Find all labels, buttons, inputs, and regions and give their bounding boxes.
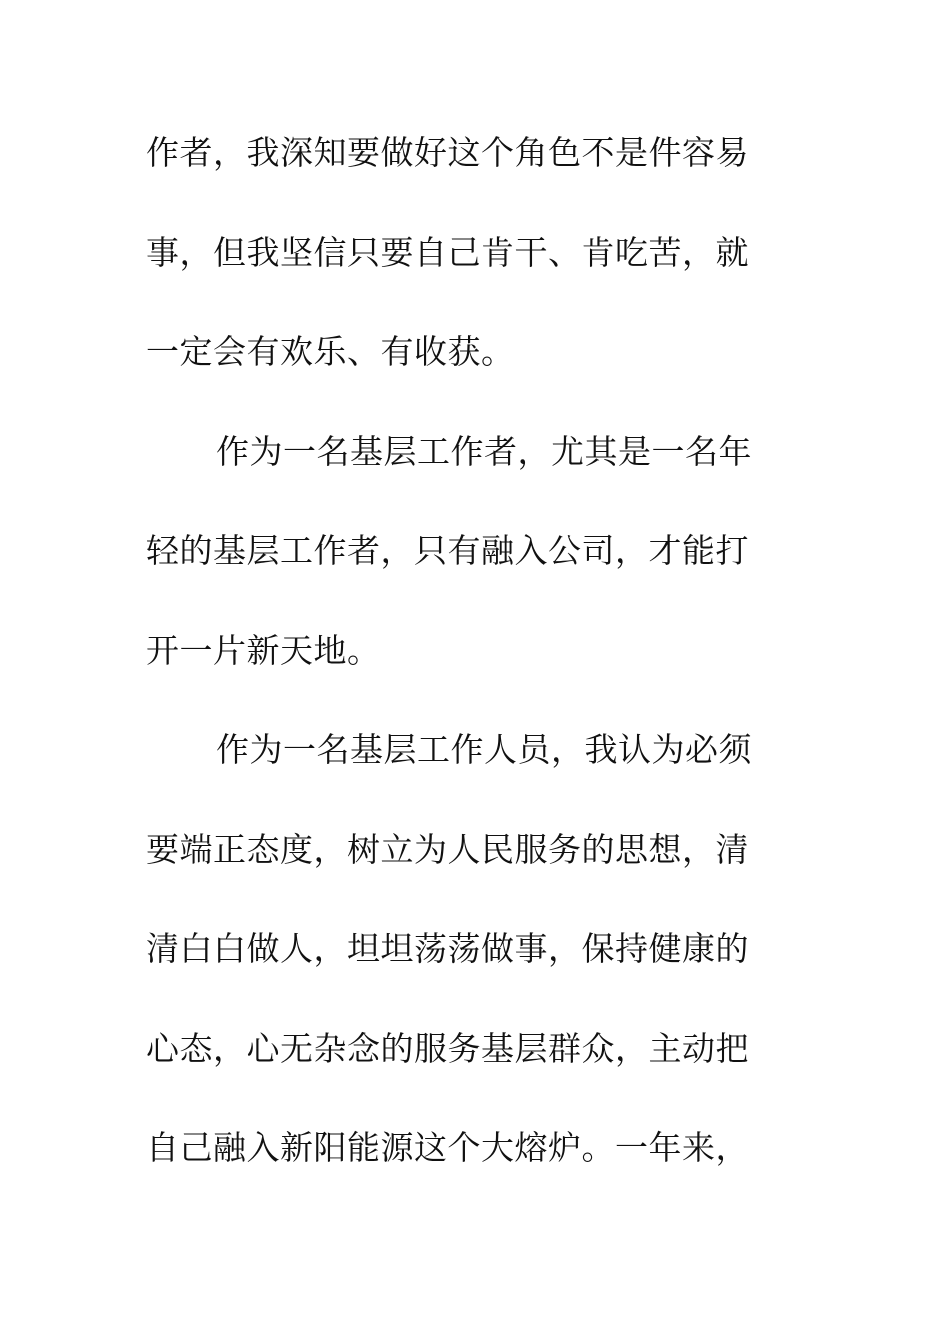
text-line: 事，但我坚信只要自己肯干、肯吃苦，就 [146, 233, 749, 272]
text-line: 开一片新天地。 [146, 631, 381, 670]
paragraph-first-line: 作为一名基层工作人员，我认为必须 [216, 730, 752, 769]
text-line: 要端正态度，树立为人民服务的思想，清 [146, 830, 749, 869]
text-line: 自己融入新阳能源这个大熔炉。一年来， [146, 1128, 749, 1167]
paragraph-first-line: 作为一名基层工作者，尤其是一名年 [216, 432, 752, 471]
text-line: 一定会有欢乐、有收获。 [146, 332, 515, 371]
text-line: 心态，心无杂念的服务基层群众，主动把 [146, 1029, 749, 1068]
text-line: 作者，我深知要做好这个角色不是件容易 [146, 133, 749, 172]
text-line: 清白白做人，坦坦荡荡做事，保持健康的 [146, 929, 749, 968]
text-line: 轻的基层工作者，只有融入公司，才能打 [146, 531, 749, 570]
